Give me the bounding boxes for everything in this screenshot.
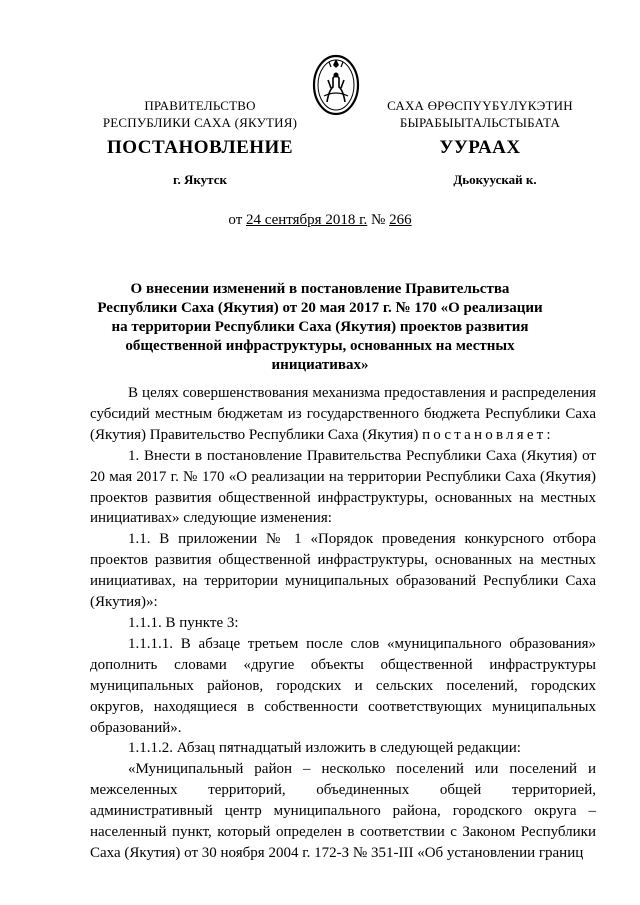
paragraph-1: 1. Внести в постановление Правительства Республики Саха (Якутия) от 20 мая 2017 г. № 170 «О реализации на территории Республики Саха (Якутия) проектов развития общественной инфраструктуры, основанных на местных инициативах» следующие изменения: (90, 447, 596, 527)
government-name-line2: РЕСПУБЛИКИ САХА (ЯКУТИЯ) (102, 115, 298, 130)
government-name-line1: ПРАВИТЕЛЬСТВО (144, 98, 256, 113)
document-date: 24 сентября 2018 г. (246, 212, 368, 228)
government-name (90, 97, 310, 131)
paragraph-preamble (90, 383, 596, 446)
coat-of-arms-icon (312, 54, 360, 116)
government-name-sakha-line2: БЫРАБЫЫТАЛЬСТЫБАТА (399, 115, 561, 130)
paragraph-1-1-1: 1.1.1. В пункте 3: (128, 614, 239, 631)
paragraph-1-1-1-1: 1.1.1.1. В абзаце третьем после слов «муниципального образования» дополнить словами «другие объекты общественной инфраструктуры муниципальных районов, городских и сельских поселений, городских округов, находящиеся в собственности соответствующих муниципальных образований». (90, 635, 596, 736)
date-prefix: от (228, 212, 246, 228)
government-name-sakha-line1: САХА ӨРӨСПҮҮБҮЛҮКЭТИН (387, 98, 573, 113)
preamble-text: В целях совершенствования механизма предоставления и распределения субсидий местным бюджетам из государственного бюджета Республики Саха (Якутия) Правительство Республики Саха (Якутия) (90, 385, 596, 443)
document-number: 266 (389, 212, 412, 228)
paragraph-1-1: 1.1. В приложении № 1 «Порядок проведения конкурсного отбора проектов развития общественной инфраструктуры, основанных на местных инициативах, на территории муниципальных образований Республики Саха (Якутия)»: (90, 531, 596, 611)
paragraph-1-1-1-2: 1.1.1.2. Абзац пятнадцатый изложить в следующей редакции: (128, 740, 521, 757)
document-body (90, 383, 596, 864)
paragraph-quote: «Муниципальный район – несколько поселений или поселений и межселенных территорий, объединенных общей территорией, административный центр муниципального района, городского округа – населенный пункт, который определен в соответствии с Законом Республики Саха (Якутия) от 30 ноября 2004 г. 172-З № 351-III «Об установлении границ (90, 761, 596, 861)
city-sakha: Дьокуускай к. (453, 172, 537, 187)
doc-type-russian: ПОСТАНОВЛЕНИЕ (106, 137, 294, 158)
city-russian: г. Якутск (173, 172, 227, 187)
number-sign: № (367, 212, 390, 228)
document-title: О внесении изменений в постановление Правительства Республики Саха (Якутия) от 20 мая 2017 г. № 170 «О реализации на территории Республики Саха (Якутия) проектов развития общественной инфраструктуры, основанных на местных инициативах» (97, 281, 543, 373)
resolves-word: постановляет: (422, 426, 554, 443)
doc-type-sakha: УУРААХ (439, 137, 521, 158)
government-name-sakha (370, 97, 590, 131)
document-date-line (120, 212, 520, 229)
